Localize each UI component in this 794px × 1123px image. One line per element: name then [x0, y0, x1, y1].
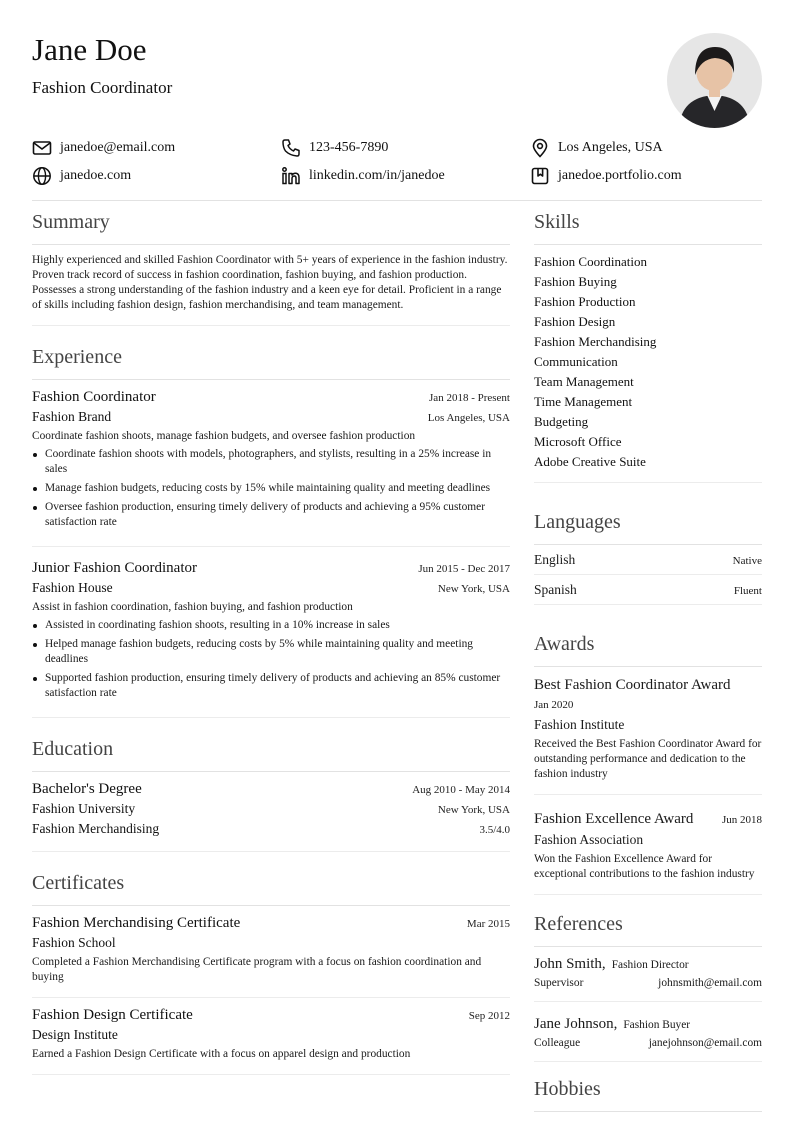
list-item: Fashion Design: [534, 314, 616, 329]
section-heading: Hobbies: [534, 1068, 762, 1112]
experience-entry: [32, 380, 510, 547]
language-level: Fluent: [733, 585, 762, 597]
contact-linkedin[interactable]: [281, 166, 530, 186]
job-title: Fashion Coordinator: [32, 389, 156, 405]
skills-section: [534, 201, 762, 483]
contact-list: [32, 134, 762, 190]
references-section: [534, 903, 762, 1062]
education-entry: [32, 772, 510, 851]
certificate-issuer: Design Institute: [32, 1027, 118, 1042]
contact-phone[interactable]: [281, 138, 530, 158]
language-row: [534, 545, 762, 575]
award-entry: [534, 795, 762, 895]
list-item: Adobe Creative Suite: [534, 454, 646, 469]
avatar-photo: [667, 33, 762, 128]
list-item: Time Management: [534, 394, 633, 409]
experience-entry: [32, 547, 510, 717]
candidate-title: Fashion Coordinator: [32, 78, 173, 97]
school-location: New York, USA: [437, 804, 510, 816]
section-heading: References: [534, 903, 762, 947]
certificate-name: Fashion Merchandising Certificate: [32, 915, 241, 931]
section-heading: Education: [32, 728, 510, 772]
contact-portfolio-text: janedoe.portfolio.com: [558, 168, 682, 183]
job-dates: Jun 2015 - Dec 2017: [418, 563, 510, 575]
reference-entry: [534, 1002, 762, 1062]
list-item: Helped manage fashion budgets, reducing costs by 5% while maintaining quality and meeting deadlines: [32, 637, 510, 667]
award-issuer: Fashion Institute: [534, 717, 625, 732]
bookmark-icon: [530, 166, 550, 186]
phone-icon: [281, 138, 301, 158]
section-heading: Languages: [534, 501, 762, 545]
location-icon: [530, 138, 550, 158]
list-item: Communication: [534, 354, 618, 369]
list-item: Microsoft Office: [534, 434, 622, 449]
contact-portfolio[interactable]: [530, 166, 762, 186]
linkedin-icon: [281, 166, 301, 186]
reference-name: John Smith,: [534, 956, 606, 972]
language-name: Spanish: [534, 582, 577, 597]
certificate-date: Mar 2015: [466, 918, 510, 930]
section-heading: Summary: [32, 201, 510, 245]
section-heading: Skills: [534, 201, 762, 245]
job-location: New York, USA: [437, 583, 510, 595]
language-row: [534, 575, 762, 605]
list-item: Budgeting: [534, 414, 589, 429]
company-name: Fashion House: [32, 580, 113, 595]
reference-email[interactable]: janejohnson@email.com: [648, 1037, 762, 1049]
right-column: [534, 201, 762, 1112]
skills-list: [534, 245, 762, 482]
job-dates: Jan 2018 - Present: [429, 392, 510, 404]
job-location: Los Angeles, USA: [427, 412, 510, 424]
contact-email-text: janedoe@email.com: [60, 140, 176, 155]
certificate-desc: Completed a Fashion Merchandising Certificate program with a focus on fashion coordination and buying: [32, 956, 482, 983]
contact-phone-text: 123-456-7890: [309, 140, 389, 155]
awards-section: [534, 623, 762, 895]
summary-section: [32, 201, 510, 326]
language-level: Native: [732, 555, 762, 567]
list-item: Fashion Buying: [534, 274, 617, 289]
gpa: 3.5/4.0: [479, 824, 510, 836]
list-item: Coordinate fashion shoots with models, photographers, and stylists, resulting in a 25% increase in sales: [32, 447, 510, 477]
left-column: [32, 201, 510, 1075]
job-bullets: [32, 447, 510, 530]
list-item: Manage fashion budgets, reducing costs by 15% while maintaining quality and meeting deadlines: [32, 481, 510, 496]
section-heading: Awards: [534, 623, 762, 667]
candidate-name: Jane Doe: [32, 32, 147, 67]
languages-section: [534, 501, 762, 605]
list-item: Assisted in coordinating fashion shoots, resulting in a 10% increase in sales: [32, 618, 510, 633]
reference-relation: Colleague: [534, 1037, 581, 1049]
award-date: Jan 2020: [534, 699, 574, 711]
avatar: [667, 33, 762, 128]
education-section: [32, 728, 510, 852]
education-dates: Aug 2010 - May 2014: [412, 784, 510, 796]
reference-email[interactable]: johnsmith@email.com: [658, 977, 762, 989]
job-summary: Assist in fashion coordination, fashion buying, and fashion production: [32, 601, 353, 613]
list-item: Fashion Production: [534, 294, 636, 309]
certificate-issuer: Fashion School: [32, 935, 116, 950]
list-item: Team Management: [534, 374, 634, 389]
certificate-entry: [32, 998, 510, 1074]
list-item: Oversee fashion production, ensuring timely delivery of products and achieving a 95% customer satisfaction rate: [32, 500, 510, 530]
section-heading: Experience: [32, 336, 510, 380]
school-name: Fashion University: [32, 801, 136, 816]
contact-website-text: janedoe.com: [60, 168, 132, 183]
award-desc: Received the Best Fashion Coordinator Award for outstanding performance and dedication to the fashion industry: [534, 738, 762, 780]
certificates-section: [32, 862, 510, 1075]
contact-website[interactable]: [32, 166, 281, 186]
reference-relation: Supervisor: [534, 977, 584, 989]
contact-email[interactable]: [32, 138, 281, 158]
reference-position: Fashion Director: [611, 959, 689, 971]
job-bullets: [32, 618, 510, 701]
award-name: Best Fashion Coordinator Award: [534, 677, 731, 693]
award-entry: [534, 667, 762, 795]
list-item: Supported fashion production, ensuring timely delivery of products and achieving an 85% customer satisfaction rate: [32, 671, 510, 701]
award-name: Fashion Excellence Award: [534, 811, 694, 827]
globe-icon: [32, 166, 52, 186]
list-item: Fashion Coordination: [534, 254, 648, 269]
award-date: Jun 2018: [721, 814, 762, 826]
hobbies-section: [534, 1068, 762, 1112]
certificate-entry: [32, 906, 510, 998]
company-name: Fashion Brand: [32, 409, 112, 424]
degree-name: Bachelor's Degree: [32, 781, 142, 797]
job-title: Junior Fashion Coordinator: [32, 560, 197, 576]
reference-position: Fashion Buyer: [623, 1019, 691, 1031]
award-desc: Won the Fashion Excellence Award for exceptional contributions to the fashion industry: [534, 853, 755, 880]
certificate-date: Sep 2012: [468, 1010, 510, 1022]
contact-linkedin-text: linkedin.com/in/janedoe: [309, 168, 445, 183]
section-heading: Certificates: [32, 862, 510, 906]
contact-location-text: Los Angeles, USA: [558, 140, 663, 155]
certificate-desc: Earned a Fashion Design Certificate with a focus on apparel design and production: [32, 1048, 411, 1060]
list-item: Fashion Merchandising: [534, 334, 657, 349]
field-of-study: Fashion Merchandising: [32, 821, 160, 836]
contact-location: [530, 138, 762, 158]
reference-entry: [534, 947, 762, 1002]
job-summary: Coordinate fashion shoots, manage fashion budgets, and oversee fashion production: [32, 430, 416, 442]
reference-name: Jane Johnson,: [534, 1016, 618, 1032]
award-issuer: Fashion Association: [534, 832, 644, 847]
experience-section: [32, 336, 510, 718]
certificate-name: Fashion Design Certificate: [32, 1007, 193, 1023]
summary-text: Highly experienced and skilled Fashion Coordinator with 5+ years of experience in the fashion industry. Proven track record of success in fashion coordination, fashion buying, and fashion production. Possesses a strong understanding of the fashion industry and a keen eye for detail. Proficient in a range of skills including fashion design, fashion merchandising, and team management.: [32, 254, 508, 311]
mail-icon: [32, 138, 52, 158]
language-name: English: [534, 552, 576, 567]
